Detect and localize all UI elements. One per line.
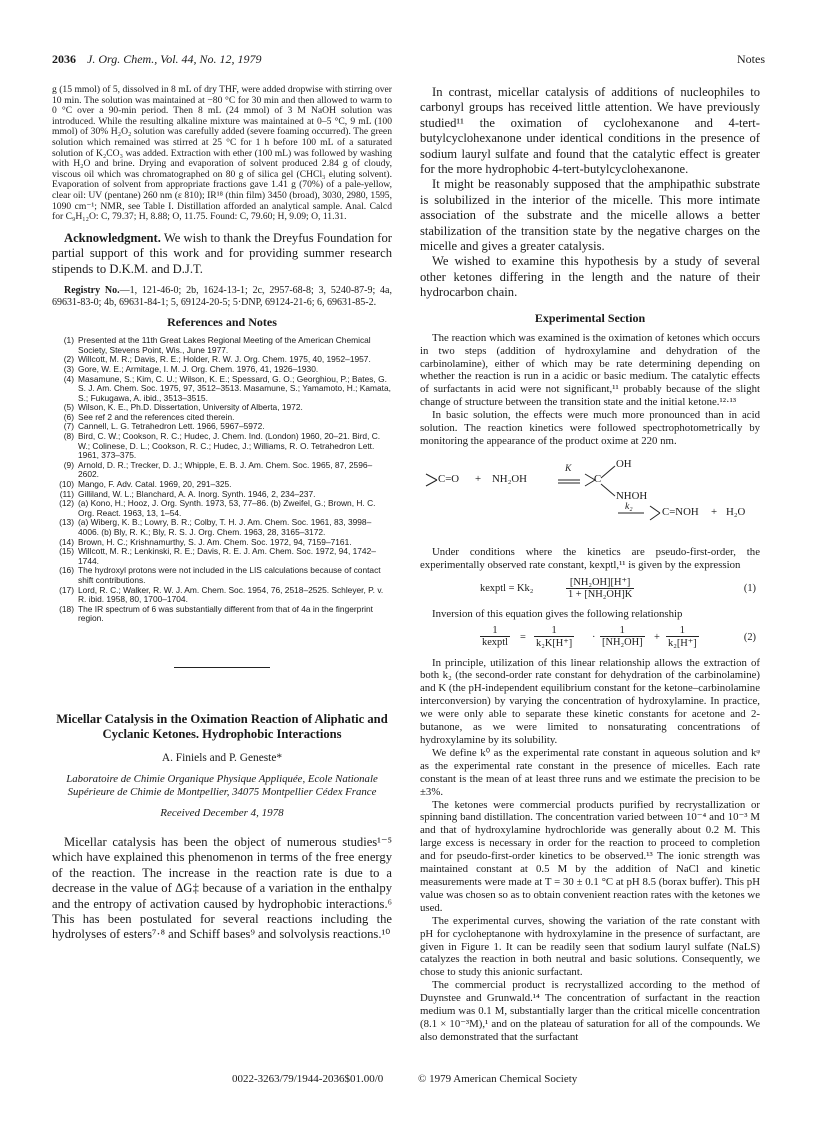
registry-numbers xyxy=(52,285,392,308)
equation-1 xyxy=(420,576,760,602)
eq2-term-d-num: 1 xyxy=(666,625,699,637)
reference-text: The hydroxyl protons were not included in the LIS calculations because of contact shift contributions. xyxy=(78,565,381,585)
reference-text: Cannell, L. G. Tetrahedron Lett. 1966, 5967–5972. xyxy=(78,421,265,432)
registry-text: —1, 121-46-0; 2b, 1624-13-1; 2c, 2957-68-8; 3, 5240-87-9; 4a, 69631-83-0; 4b, 69631-84-1; 5, 69124-20-5; 5·DNP, 69124-21-6; 6, 69631-85-2. xyxy=(52,284,392,308)
eq2-term-a-den: kexptl xyxy=(482,636,508,648)
reference-text: Lord, R. C.; Walker, R. W. J. Am. Chem. Soc. 1954, 76, 2518–2525. Schleyer, P. v. R. ibid. 1958, 80, 1700–1704. xyxy=(78,584,384,605)
reference-item xyxy=(52,375,392,404)
acknowledgment xyxy=(52,231,392,277)
article-title: Micellar Catalysis in the Oximation Reaction of Aliphatic and Cyclanic Ketones. Hydrophobic Interactions xyxy=(56,711,388,741)
reference-number: (4) xyxy=(63,373,74,384)
eq2-dot: · xyxy=(592,631,596,643)
reference-text: Brown, H. C.; Krishnamurthy, S. J. Am. Chem. Soc. 1972, 94, 7159–7161. xyxy=(78,536,352,547)
reaction-scheme xyxy=(420,458,760,534)
reference-number: (8) xyxy=(63,431,74,442)
reference-number: (12) xyxy=(59,498,74,509)
experimental-paragraph-9: The commercial product is recrystallized according to the method of Duynstee and Grunwald.¹⁴ The concentration of surfactant in the reaction medium was 0.1 M, substantially larger than the critical micelle concentration (8.1 × 10⁻³M),¹ and on the plateau of saturation for all of the compounds. We also demonstrated that the surfactant xyxy=(420,979,760,1043)
page-footer xyxy=(0,1073,817,1087)
eq2-term-c-den: [NH₂OH] xyxy=(602,636,643,648)
registry-heading: Registry No. xyxy=(64,284,120,296)
running-header xyxy=(52,52,765,70)
experimental-paragraph-1: The reaction which was examined is the oximation of ketones which occurs in two steps (addition of hydroxylamine and dehydration of the carbinolamine), either of which may be rate determining depending on whether the reaction is run in a acidic or basic medium. The catalytic effects of surfactants in acid were not significant,¹¹ probably because of the slight change of structure between the transition state and the initial ketone.¹²·¹³ xyxy=(420,331,760,409)
eq2-equals: = xyxy=(520,631,526,643)
reference-text: (a) Kono, H.; Hooz, J. Org. Synth. 1973, 53, 77–86. (b) Zweifel, G.; Brown, H. C. Org. React. 1963, 13, 1–54. xyxy=(78,498,376,518)
reference-item xyxy=(52,336,392,355)
reference-number: (3) xyxy=(63,363,74,374)
journal-citation: J. Org. Chem., Vol. 44, No. 12, 1979 xyxy=(87,52,262,66)
nhoh-group: NHOH xyxy=(616,489,648,502)
hydroxyl-group: OH xyxy=(616,457,632,470)
reference-number: (16) xyxy=(59,565,74,576)
reference-number: (7) xyxy=(63,421,74,432)
reference-item xyxy=(52,461,392,480)
reference-text: The IR spectrum of 6 was substantially different from that of 4a in the fingerprint region. xyxy=(78,603,373,624)
reference-text: Masamune, S.; Kim, C. U.; Wilson, K. E.; Spessard, G. O.; Georghiou, P.; Bates, G. S. J. Am. Chem. Soc. 1975, 97, 3512–3513. Masamune, S.; Yamamoto, H.; Kamata, S.; Fukugawa, A. ibid., 3513–3515. xyxy=(78,373,391,403)
experimental-paragraph-8: The experimental curves, showing the variation of the rate constant with pH for cycloheptanone with hydroxylamine in the presence of surfactant, are given in Figure 1. It can be readily seen that sodium lauryl sulfate (NaLS) catalyzes the reaction in both neutral and basic solutions. Consequently, we chose to study this anionic surfactant. xyxy=(420,914,760,979)
eq2-term-a-num: 1 xyxy=(480,625,510,637)
reference-text: Gore, W. E.; Armitage, I. M. J. Org. Chem. 1976, 41, 1926–1930. xyxy=(78,363,319,374)
reference-number: (5) xyxy=(63,402,74,413)
acknowledgment-text: We wish to thank the Dreyfus Foundation for partial support of this work and for providing summer research stipends to D.K.M. and D.J.T. xyxy=(52,230,392,276)
water-product: H₂O xyxy=(726,505,746,518)
experimental-continuation: g (15 mmol) of 5, dissolved in 8 mL of dry THF, were added dropwise with stirring over 10 min. The solution was maintained at −80 °C for 30 min and then allowed to warm to 0 °C over a 90-min period. Then 8 mL (24 mmol) of 3 M NaOH solution was introduced. While the resulting alkaline mixture was maintained at 0–5 °C, 9 mL (100 mmol) of 30% H₂O₂ solution was carefully added (severe foaming occurred). The green solution which remained was stirred at 25 °C for 1 h before 100 mL of a saturated solution of K₂CO₃ was added. Extraction with ether (100 mL) was followed by washing with H₂O and brine. Drying and evaporation of solvent produced 2.84 g of cloudy, viscous oil which was chromatographed on 80 g of silica gel (CHCl₃ eluting solvent). Evaporation of solvent from appropriate fractions gave 1.41 g (70%) of a pale-yellow, clear oil: UV (pentane) 260 nm (ε 810); IR¹⁸ (thin film) 3450 (broad), 3030, 2980, 1595, 1090 cm⁻¹; NMR, see Table I. Distillation afforded an analytical sample. Anal. Calcd for C₉H₁₂O: C, 79.37; H, 8.88; O, 11.75. Found: C, 79.60; H, 9.09; O, 11.31. xyxy=(52,84,392,223)
reference-text: Willcott, M. R.; Lenkinski, R. E.; Davis, R. E. J. Am. Chem. Soc. 1972, 94, 1742–1744. xyxy=(78,546,376,566)
left-column xyxy=(52,85,392,943)
page-number: 2036 xyxy=(52,52,76,66)
reference-number: (17) xyxy=(59,584,74,595)
references-list xyxy=(52,336,392,624)
reference-text: Presented at the 11th Great Lakes Regional Meeting of the American Chemical Society, Stevens Point, Wis., June 1977. xyxy=(78,335,371,355)
reference-item xyxy=(52,605,392,624)
reference-text: Willcott, M. R.; Davis, R. E.; Holder, R. W. J. Org. Chem. 1975, 40, 1952–1957. xyxy=(78,354,371,365)
equilibrium-constant: K xyxy=(565,462,572,474)
paragraph-contrast: In contrast, micellar catalysis of additions of nucleophiles to carbonyl groups has received little attention. We have previously studied¹¹ the oximation of cyclohexanone and 4-tert-butylcyclohexanone under identical conditions in the presence of sodium lauryl sulfate and found that the catalytic effect is greater for the more hydrophobic 4-tert-butylcyclohexanone. xyxy=(420,85,760,177)
experimental-paragraph-7: The ketones were commercial products purified by recrystallization or spinning band distillation. The concentration varied between 10⁻⁴ and 10⁻³ M and that of hydroxylamine hydrochloride was generally about 0.2 M. This large excess is necessary in order for the reaction to proceed to completion and for pseudo-first-order kinetics to be observed.¹³ The ionic strength was maintained constant at 0.5 M by the addition of NaCl and kinetic measurements were made at T = 30 ± 0.1 °C at pH 8.5 (borax buffer). This pH value was chosen so as to obtain convenient reaction rates with the ketones we used. xyxy=(420,798,760,914)
reference-number: (18) xyxy=(59,603,74,614)
experimental-paragraph-2: In basic solution, the effects were much more pronounced than in acid solution. The reaction kinetics were followed spectrophotometrically by monitoring the appearance of the product oxime at 220 nm. xyxy=(420,409,760,447)
paragraph-aim: We wished to examine this hypothesis by a study of several other ketones differing in the length and the nature of their hydrocarbon chain. xyxy=(420,254,760,300)
article-divider xyxy=(174,667,270,668)
eq2-term-b-den: k₂K[H⁺] xyxy=(536,637,573,649)
plus-sign: + xyxy=(475,472,482,485)
experimental-paragraph-6: We define k⁰ as the experimental rate constant in aqueous solution and kᵠ as the experimental rate constant in the presence of micelles. Each rate constant is the mean of at least three runs and we estimate the precision to be ±3%. xyxy=(420,746,760,798)
reference-text: See ref 2 and the references cited therein. xyxy=(78,411,235,422)
received-date: Received December 4, 1978 xyxy=(160,806,284,819)
equation-1-numerator: [NH₂OH][H⁺] xyxy=(566,576,634,589)
experimental-paragraph-4: Inversion of this equation gives the following relationship xyxy=(432,607,683,620)
reference-item xyxy=(52,547,392,566)
reference-number: (9) xyxy=(63,459,74,470)
reference-number: (2) xyxy=(63,354,74,365)
reference-number: (11) xyxy=(59,488,74,499)
paragraph-hypothesis: It might be reasonably supposed that the amphipathic substrate is solubilized in the interior of the micelle. This more intimate association of the substrate and the micelle allows a better stabilization of the transition state by the negative charges on the micelle and gives a greater catalysis. xyxy=(420,177,760,254)
eq2-term-b-num: 1 xyxy=(534,625,574,637)
plus-sign-2: + xyxy=(711,505,718,518)
author-affiliation: Laboratoire de Chimie Organique Physique Appliquée, Ecole Nationale Supérieure de Chimie de Montpellier, 34075 Montpellier Cédex France xyxy=(66,772,378,798)
article-authors: A. Finiels and P. Geneste* xyxy=(161,751,283,764)
acknowledgment-heading: Acknowledgment. xyxy=(64,230,161,245)
reference-text: Mango, F. Adv. Catal. 1969, 20, 291–325. xyxy=(78,479,232,490)
eq2-plus: + xyxy=(654,631,660,643)
reference-text: Wilson, K. E., Ph.D. Dissertation, University of Alberta, 1972. xyxy=(78,402,303,413)
rate-constant-k2: k₂ xyxy=(625,500,633,512)
section-label: Notes xyxy=(737,52,765,66)
reference-item xyxy=(52,586,392,605)
equation-1-denominator: 1 + [NH₂OH]K xyxy=(568,588,633,600)
equation-2-label: (2) xyxy=(743,631,756,643)
reference-number: (6) xyxy=(63,411,74,422)
reference-number: (14) xyxy=(59,536,74,547)
reference-item xyxy=(52,499,392,518)
hydroxylamine: NH₂OH xyxy=(492,472,527,485)
experimental-heading: Experimental Section xyxy=(534,310,646,325)
reference-text: Gilliland, W. L.; Blanchard, A. A. Inorg. Synth. 1946, 2, 234–237. xyxy=(78,488,316,499)
article-code: 0022-3263/79/1944-2036$01.00/0 xyxy=(232,1073,384,1085)
eq2-term-d-den: k₂[H⁺] xyxy=(668,637,697,649)
oxime-product: C=NOH xyxy=(662,505,699,518)
ketone-carbonyl: C=O xyxy=(438,472,460,485)
experimental-paragraph-5: In principle, utilization of this linear relationship allows the extraction of both k₂ (the second-order rate constant for dehydration of the carbinolamine) and K (the pH-independent equilibrium constant for the ketone–carbinolamine interconversion) by varying the concentration of hydroxylamine. In practice, we were only able to separate these kinetic constants for acetone and 2-butanone, as we were limited to nonsaturating concentrations of hydroxylamine by its solubility. xyxy=(420,656,760,746)
eq2-term-c-num: 1 xyxy=(600,625,645,637)
scheme-bonds xyxy=(420,458,760,534)
reference-number: (13) xyxy=(59,517,74,528)
equation-1-label: (1) xyxy=(743,582,756,594)
right-column xyxy=(420,85,760,1044)
equation-2 xyxy=(420,625,760,651)
experimental-paragraph-3: Under conditions where the kinetics are pseudo-first-order, the experimentally observed rate constant, kexptl,¹¹ is given by the expression xyxy=(420,545,760,571)
reference-item xyxy=(52,432,392,461)
carbinol-carbon: C xyxy=(594,472,602,485)
reference-number: (10) xyxy=(59,479,74,490)
reference-text: Arnold, D. R.; Trecker, D. J.; Whipple, E. B. J. Am. Chem. Soc. 1965, 87, 2596–2602. xyxy=(78,459,373,480)
reference-number: (15) xyxy=(59,546,74,557)
reference-text: (a) Wiberg, K. B.; Lowry, B. R.; Colby, T. H. J. Am. Chem. Soc. 1961, 83, 3998–4006. (b) Bly, R. K.; Bly, R. S. J. Org. Chem. 1963, 28, 3165–3172. xyxy=(78,517,372,537)
copyright-notice: © 1979 American Chemical Society xyxy=(418,1073,578,1085)
reference-number: (1) xyxy=(63,335,74,346)
equation-1-lhs: kexptl = Kk₂ xyxy=(480,582,534,594)
references-heading: References and Notes xyxy=(167,315,277,330)
intro-paragraph: Micellar catalysis has been the object of numerous studies¹⁻⁵ which have explained this phenomenon in terms of the free energy of the reaction. The increase in the reaction rate is due to a decrease in the value of ΔG‡ because of a variation in the enthalpy and the entropy of activation caused by hydrophobic interactions.⁶ This has been postulated for several reactions including the hydrolyses of esters⁷·⁸ and Schiff bases⁹ and solvolysis reactions.¹⁰ xyxy=(52,834,392,942)
reference-text: Bird, C. W.; Cookson, R. C.; Hudec, J. Chem. Ind. (London) 1960, 20–21. Bird, C. W.; Colinese, D. L.; Cookson, R. C.; Hudec, J.; Williams, R. O. Tetrahedron Lett. 1961, 373–375. xyxy=(78,431,381,461)
reference-item xyxy=(52,518,392,537)
reference-item xyxy=(52,566,392,585)
